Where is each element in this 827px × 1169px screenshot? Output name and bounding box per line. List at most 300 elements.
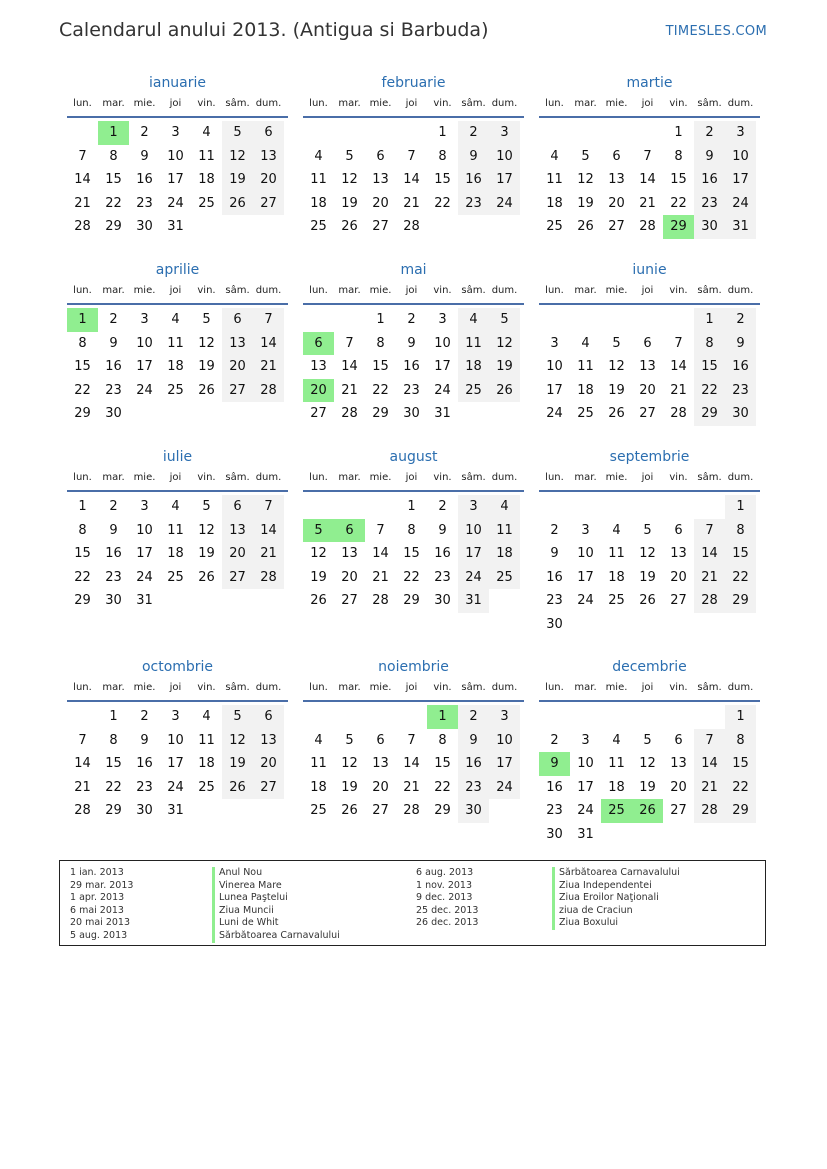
day-cell: 10	[489, 145, 520, 169]
day-cell: 12	[639, 546, 656, 562]
weekday-header	[539, 282, 760, 305]
day-cell: 17	[725, 168, 756, 192]
weekday-label: sâm.	[225, 285, 250, 296]
day-cell: 15	[105, 172, 122, 188]
day-cell: 1	[438, 125, 447, 140]
day-cell: 29	[105, 803, 122, 819]
holiday-day: 1	[427, 705, 458, 729]
day-cell: 4	[489, 495, 520, 519]
day-cell: 28	[372, 593, 389, 609]
day-cell: 13	[608, 172, 625, 188]
day-cell: 10	[725, 145, 756, 169]
day-cell: 1	[407, 499, 416, 514]
day-cell: 2	[458, 121, 489, 145]
weekday-label: vin.	[197, 472, 216, 483]
day-cell: 17	[458, 542, 489, 566]
weekday-label: joi	[405, 285, 418, 296]
weekday-label: lun.	[309, 682, 328, 693]
day-cell: 5	[345, 148, 354, 164]
legend-date: 5 aug. 2013	[70, 929, 128, 941]
day-cell: 10	[167, 732, 184, 748]
month-mai	[303, 261, 524, 426]
weekday-label: lun.	[545, 682, 564, 693]
day-cell: 16	[105, 546, 122, 562]
day-cell: 9	[407, 335, 416, 351]
day-cell: 21	[694, 776, 725, 800]
day-cell: 20	[341, 569, 358, 585]
day-cell: 29	[74, 593, 91, 609]
month-name: octombrie	[141, 659, 214, 675]
day-cell: 13	[372, 756, 389, 772]
day-cell: 24	[577, 803, 594, 819]
weekday-label: joi	[169, 472, 182, 483]
day-cell: 21	[403, 779, 420, 795]
weekday-label: mie.	[605, 285, 628, 296]
day-cell: 18	[608, 569, 625, 585]
day-cell: 4	[612, 522, 621, 538]
weekday-label: sâm.	[697, 682, 722, 693]
weekday-label: dum.	[491, 98, 518, 109]
weekday-label: mar.	[338, 98, 361, 109]
day-cell: 3	[458, 495, 489, 519]
day-cell: 19	[198, 546, 215, 562]
day-cell: 17	[577, 779, 594, 795]
weekday-label: dum.	[727, 285, 754, 296]
day-cell: 4	[581, 335, 590, 351]
day-cell: 7	[407, 148, 416, 164]
day-cell: 13	[310, 359, 327, 375]
day-cell: 30	[458, 799, 489, 823]
day-cell: 8	[109, 148, 118, 164]
day-cell: 25	[546, 219, 563, 235]
month-noiembrie	[303, 658, 524, 823]
day-cell: 22	[105, 195, 122, 211]
day-cell: 7	[674, 335, 683, 351]
day-cell: 22	[670, 195, 687, 211]
day-cell: 21	[670, 382, 687, 398]
empty-cell	[539, 495, 570, 519]
day-cell: 30	[546, 826, 563, 842]
day-cell: 3	[725, 121, 756, 145]
day-cell: 8	[407, 522, 416, 538]
empty-cell	[601, 705, 632, 729]
day-cell: 7	[407, 732, 416, 748]
day-cell: 29	[434, 803, 451, 819]
legend-holiday-name: Sărbătoarea Carnavalului	[212, 930, 340, 943]
weekday-label: lun.	[73, 285, 92, 296]
day-cell: 28	[74, 803, 91, 819]
day-cell: 7	[345, 335, 354, 351]
day-cell: 22	[105, 779, 122, 795]
day-cell: 26	[310, 593, 327, 609]
month-ianuarie	[67, 74, 288, 239]
day-cell: 5	[222, 705, 253, 729]
day-cell: 16	[105, 359, 122, 375]
empty-cell	[632, 495, 663, 519]
day-cell: 7	[253, 495, 284, 519]
day-cell: 14	[403, 756, 420, 772]
day-cell: 13	[253, 729, 284, 753]
day-cell: 11	[489, 519, 520, 543]
day-cell: 22	[403, 569, 420, 585]
day-cell: 3	[140, 499, 149, 514]
empty-cell	[334, 308, 365, 332]
day-cell: 24	[489, 776, 520, 800]
day-cell: 1	[725, 705, 756, 729]
day-cell: 1	[376, 312, 385, 327]
empty-cell	[632, 308, 663, 332]
weekday-label: sâm.	[461, 682, 486, 693]
holiday-day: 20	[303, 379, 334, 403]
day-cell: 15	[725, 752, 756, 776]
legend-holiday-name: Ziua Muncii	[212, 905, 340, 918]
holiday-day: 5	[303, 519, 334, 543]
weekday-label: lun.	[309, 98, 328, 109]
weekday-header	[539, 469, 760, 492]
day-cell: 1	[109, 709, 118, 724]
day-cell: 19	[198, 359, 215, 375]
weekday-label: vin.	[669, 472, 688, 483]
month-name: decembrie	[612, 659, 687, 675]
day-cell: 11	[608, 756, 625, 772]
empty-cell	[539, 705, 570, 729]
day-cell: 10	[136, 522, 153, 538]
day-cell: 3	[171, 709, 180, 724]
day-cell: 7	[694, 519, 725, 543]
weekday-label: joi	[405, 472, 418, 483]
weekday-label: vin.	[433, 472, 452, 483]
empty-cell	[694, 705, 725, 729]
day-cell: 8	[438, 732, 447, 748]
day-cell: 12	[222, 729, 253, 753]
day-cell: 18	[198, 172, 215, 188]
legend-holiday-name: Ziua Independentei	[552, 880, 680, 893]
day-cell: 11	[458, 332, 489, 356]
weekday-label: mie.	[605, 472, 628, 483]
day-cell: 26	[341, 803, 358, 819]
weekday-label: lun.	[309, 472, 328, 483]
weekday-label: vin.	[433, 682, 452, 693]
day-cell: 25	[167, 569, 184, 585]
day-cell: 5	[643, 522, 652, 538]
empty-cell	[570, 705, 601, 729]
weekday-label: lun.	[545, 98, 564, 109]
day-cell: 11	[167, 335, 184, 351]
weekday-label: mar.	[574, 98, 597, 109]
day-cell: 23	[458, 192, 489, 216]
day-cell: 2	[725, 308, 756, 332]
empty-cell	[396, 121, 427, 145]
day-cell: 2	[694, 121, 725, 145]
month-august	[303, 448, 524, 613]
day-cell: 22	[372, 382, 389, 398]
day-cell: 2	[458, 705, 489, 729]
day-cell: 8	[78, 522, 87, 538]
day-cell: 12	[608, 359, 625, 375]
day-cell: 6	[643, 335, 652, 351]
legend-date: 29 mar. 2013	[70, 879, 134, 891]
day-cell: 20	[222, 542, 253, 566]
day-cell: 5	[643, 732, 652, 748]
day-cell: 15	[670, 172, 687, 188]
day-cell: 12	[489, 332, 520, 356]
day-cell: 8	[438, 148, 447, 164]
day-cell: 16	[136, 172, 153, 188]
weekday-label: sâm.	[461, 98, 486, 109]
day-cell: 23	[136, 779, 153, 795]
weekday-label: vin.	[197, 98, 216, 109]
empty-cell	[396, 705, 427, 729]
day-cell: 20	[372, 779, 389, 795]
day-cell: 9	[725, 332, 756, 356]
day-cell: 27	[341, 593, 358, 609]
day-cell: 10	[136, 335, 153, 351]
day-cell: 27	[253, 192, 284, 216]
day-cell: 19	[577, 195, 594, 211]
empty-cell	[334, 705, 365, 729]
day-cell: 13	[639, 359, 656, 375]
day-cell: 4	[202, 709, 211, 724]
days-grid	[539, 705, 760, 847]
day-cell: 17	[434, 359, 451, 375]
day-cell: 21	[372, 569, 389, 585]
day-cell: 4	[171, 312, 180, 327]
day-cell: 26	[577, 219, 594, 235]
day-cell: 18	[310, 195, 327, 211]
day-cell: 21	[74, 779, 91, 795]
day-cell: 19	[310, 569, 327, 585]
day-cell: 13	[670, 756, 687, 772]
days-grid	[67, 121, 288, 239]
day-cell: 22	[74, 569, 91, 585]
weekday-label: sâm.	[697, 98, 722, 109]
weekday-header	[303, 679, 524, 702]
day-cell: 1	[694, 308, 725, 332]
days-grid	[303, 121, 524, 239]
day-cell: 18	[310, 779, 327, 795]
day-cell: 23	[434, 569, 451, 585]
day-cell: 27	[253, 776, 284, 800]
legend-left-dates	[70, 867, 133, 943]
day-cell: 9	[140, 148, 149, 164]
day-cell: 26	[639, 593, 656, 609]
day-cell: 16	[434, 546, 451, 562]
day-cell: 27	[222, 379, 253, 403]
day-cell: 10	[167, 148, 184, 164]
day-cell: 15	[434, 756, 451, 772]
empty-cell	[694, 495, 725, 519]
empty-cell	[632, 705, 663, 729]
legend-date: 9 dec. 2013	[416, 892, 473, 904]
day-cell: 29	[725, 799, 756, 823]
empty-cell	[365, 121, 396, 145]
day-cell: 25	[310, 803, 327, 819]
day-cell: 24	[546, 406, 563, 422]
holiday-day: 26	[632, 799, 663, 823]
day-cell: 20	[253, 752, 284, 776]
day-cell: 26	[608, 406, 625, 422]
legend-holiday-name: Anul Nou	[212, 867, 340, 880]
weekday-label: mar.	[102, 682, 125, 693]
empty-cell	[67, 121, 98, 145]
day-cell: 31	[577, 826, 594, 842]
day-cell: 11	[310, 756, 327, 772]
day-cell: 23	[403, 382, 420, 398]
day-cell: 11	[546, 172, 563, 188]
empty-cell	[601, 308, 632, 332]
day-cell: 22	[694, 379, 725, 403]
day-cell: 30	[694, 215, 725, 239]
day-cell: 27	[310, 406, 327, 422]
day-cell: 10	[577, 756, 594, 772]
day-cell: 19	[222, 168, 253, 192]
day-cell: 2	[140, 709, 149, 724]
day-cell: 6	[674, 522, 683, 538]
weekday-header	[67, 282, 288, 305]
day-cell: 6	[253, 121, 284, 145]
weekday-label: dum.	[255, 285, 282, 296]
day-cell: 1	[725, 495, 756, 519]
days-grid	[539, 495, 760, 637]
day-cell: 17	[136, 359, 153, 375]
day-cell: 27	[372, 803, 389, 819]
weekday-label: mie.	[369, 682, 392, 693]
month-name: noiembrie	[378, 659, 449, 675]
days-grid	[303, 705, 524, 823]
day-cell: 29	[403, 593, 420, 609]
empty-cell	[539, 121, 570, 145]
legend-date: 25 dec. 2013	[416, 904, 479, 916]
day-cell: 8	[109, 732, 118, 748]
day-cell: 14	[253, 332, 284, 356]
empty-cell	[663, 705, 694, 729]
day-cell: 16	[694, 168, 725, 192]
day-cell: 21	[694, 566, 725, 590]
weekday-header	[303, 469, 524, 492]
day-cell: 7	[78, 148, 87, 164]
day-cell: 28	[253, 566, 284, 590]
day-cell: 17	[167, 756, 184, 772]
days-grid	[303, 308, 524, 426]
day-cell: 30	[403, 406, 420, 422]
legend-date: 1 nov. 2013	[416, 879, 472, 891]
day-cell: 2	[140, 125, 149, 140]
day-cell: 17	[489, 752, 520, 776]
holiday-legend	[59, 860, 766, 946]
weekday-label: joi	[641, 98, 654, 109]
day-cell: 6	[222, 308, 253, 332]
weekday-label: vin.	[197, 285, 216, 296]
day-cell: 22	[725, 566, 756, 590]
weekday-header	[303, 282, 524, 305]
day-cell: 7	[78, 732, 87, 748]
day-cell: 3	[581, 522, 590, 538]
weekday-label: dum.	[727, 682, 754, 693]
day-cell: 5	[489, 308, 520, 332]
day-cell: 15	[372, 359, 389, 375]
day-cell: 17	[546, 382, 563, 398]
site-link[interactable]: TIMESLES.COM	[665, 24, 767, 39]
day-cell: 10	[434, 335, 451, 351]
day-cell: 3	[171, 125, 180, 140]
day-cell: 24	[136, 569, 153, 585]
day-cell: 3	[489, 121, 520, 145]
day-cell: 30	[136, 219, 153, 235]
day-cell: 6	[612, 148, 621, 164]
weekday-label: sâm.	[697, 472, 722, 483]
weekday-label: mar.	[338, 472, 361, 483]
day-cell: 14	[694, 542, 725, 566]
day-cell: 11	[577, 359, 594, 375]
days-grid	[67, 308, 288, 426]
weekday-label: joi	[641, 472, 654, 483]
day-cell: 14	[253, 519, 284, 543]
day-cell: 28	[74, 219, 91, 235]
weekday-label: mie.	[369, 285, 392, 296]
day-cell: 11	[167, 522, 184, 538]
legend-holiday-name: ziua de Craciun	[552, 905, 680, 918]
day-cell: 19	[341, 195, 358, 211]
day-cell: 30	[136, 803, 153, 819]
day-cell: 13	[222, 332, 253, 356]
day-cell: 19	[639, 569, 656, 585]
day-cell: 3	[581, 732, 590, 748]
legend-holiday-name: Vinerea Mare	[212, 880, 340, 893]
day-cell: 31	[167, 803, 184, 819]
weekday-label: mar.	[574, 472, 597, 483]
legend-date: 6 mai 2013	[70, 904, 124, 916]
day-cell: 20	[222, 355, 253, 379]
day-cell: 26	[489, 379, 520, 403]
weekday-label: lun.	[73, 682, 92, 693]
month-name: august	[389, 449, 438, 465]
weekday-label: dum.	[255, 98, 282, 109]
day-cell: 31	[458, 589, 489, 613]
day-cell: 19	[222, 752, 253, 776]
holiday-day: 25	[601, 799, 632, 823]
day-cell: 10	[577, 546, 594, 562]
weekday-label: mie.	[133, 98, 156, 109]
day-cell: 2	[438, 499, 447, 514]
day-cell: 16	[403, 359, 420, 375]
day-cell: 9	[140, 732, 149, 748]
weekday-label: mie.	[133, 682, 156, 693]
day-cell: 30	[546, 616, 563, 632]
day-cell: 15	[434, 172, 451, 188]
days-grid	[67, 705, 288, 823]
day-cell: 22	[74, 382, 91, 398]
day-cell: 14	[403, 172, 420, 188]
day-cell: 18	[167, 359, 184, 375]
empty-cell	[303, 495, 334, 519]
day-cell: 28	[341, 406, 358, 422]
day-cell: 23	[458, 776, 489, 800]
day-cell: 31	[167, 219, 184, 235]
empty-cell	[601, 495, 632, 519]
holiday-day: 1	[67, 308, 98, 332]
month-name: iunie	[632, 262, 667, 278]
day-cell: 20	[253, 168, 284, 192]
day-cell: 21	[253, 355, 284, 379]
day-cell: 11	[310, 172, 327, 188]
day-cell: 26	[341, 219, 358, 235]
day-cell: 12	[198, 522, 215, 538]
day-cell: 6	[253, 705, 284, 729]
legend-date: 20 mai 2013	[70, 917, 131, 929]
day-cell: 11	[608, 546, 625, 562]
weekday-label: sâm.	[461, 285, 486, 296]
legend-right-dates	[416, 867, 478, 930]
